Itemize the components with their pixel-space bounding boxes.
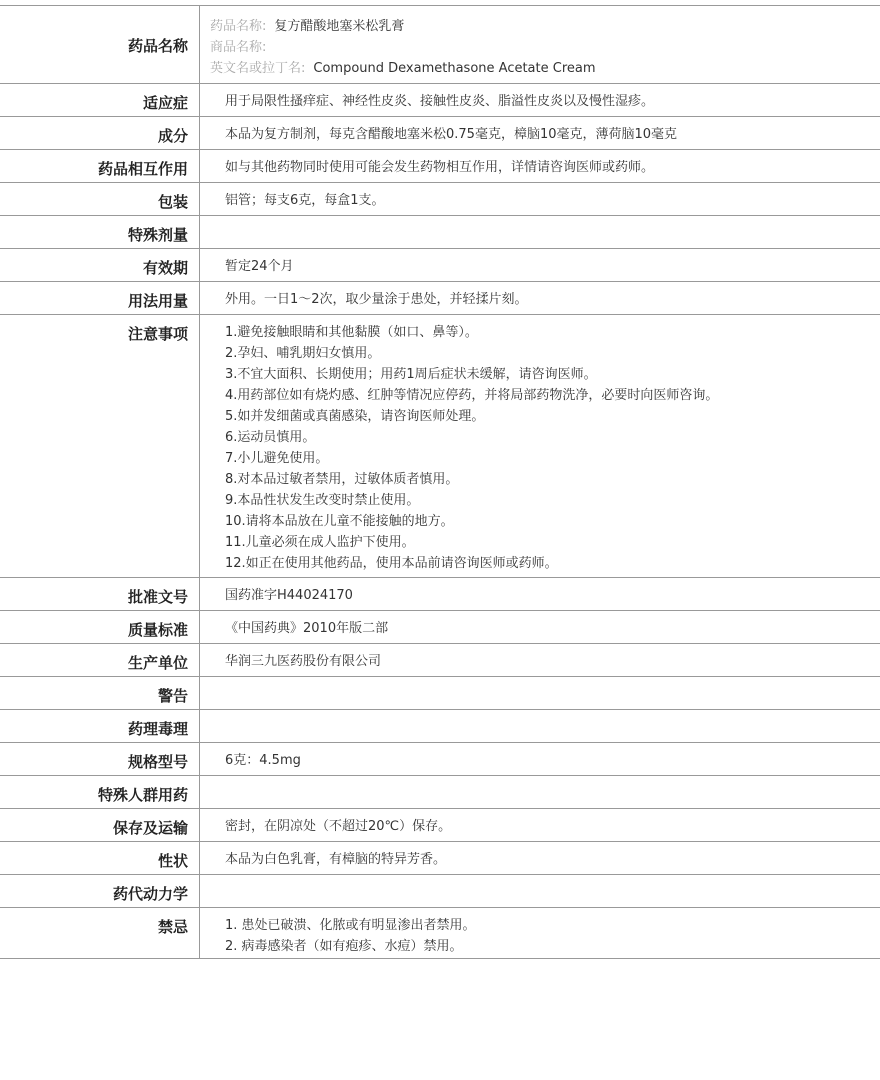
row-value-line: 如与其他药物同时使用可能会发生药物相互作用，详情请咨询医师或药师。: [225, 160, 655, 175]
row-value: [200, 282, 880, 314]
row-value: [200, 84, 880, 116]
row-label: 药品名称: [0, 6, 200, 83]
table-row: [0, 842, 880, 875]
row-value-line: 6克：4.5mg: [225, 753, 301, 768]
row-label: 警告: [0, 677, 200, 709]
row-value-line: 4.用药部位如有烧灼感、红肿等情况应停药，并将局部药物洗净，必要时向医师咨询。: [225, 388, 719, 403]
row-value-line: 2. 病毒感染者（如有疱疹、水痘）禁用。: [225, 939, 463, 954]
row-value: [200, 6, 880, 83]
row-value: [200, 710, 880, 742]
row-value-line: 9.本品性状发生改变时禁止使用。: [225, 493, 420, 508]
table-row: [0, 908, 880, 959]
row-value-line: 10.请将本品放在儿童不能接触的地方。: [225, 514, 454, 529]
row-value: [200, 908, 880, 958]
row-value: [200, 842, 880, 874]
row-label: 药品相互作用: [0, 150, 200, 182]
row-label: 质量标准: [0, 611, 200, 643]
table-row: [0, 315, 880, 578]
table-row: [0, 84, 880, 117]
drug-info-table: [0, 5, 880, 959]
table-row: [0, 117, 880, 150]
row-value-line: 外用。一日1～2次，取少量涂于患处，并轻揉片刻。: [225, 292, 528, 307]
table-row: [0, 776, 880, 809]
table-row: [0, 644, 880, 677]
table-row: [0, 809, 880, 842]
row-value: [200, 216, 880, 248]
table-row: [0, 183, 880, 216]
row-value-line: 5.如并发细菌或真菌感染，请咨询医师处理。: [225, 409, 485, 424]
row-label: 性状: [0, 842, 200, 874]
trade-name-line: [210, 37, 880, 58]
row-value-line: 暂定24个月: [225, 259, 294, 274]
table-row: [0, 150, 880, 183]
row-value-line: 1. 患处已破溃、化脓或有明显渗出者禁用。: [225, 918, 476, 933]
drug-name-line: [210, 16, 880, 37]
table-row: [0, 578, 880, 611]
row-label: 规格型号: [0, 743, 200, 775]
table-row: [0, 710, 880, 743]
row-value: [200, 644, 880, 676]
row-label: 包装: [0, 183, 200, 215]
row-value-line: 7.小儿避免使用。: [225, 451, 329, 466]
table-row: [0, 216, 880, 249]
row-label: 特殊人群用药: [0, 776, 200, 808]
english-name-key: 英文名或拉丁名:: [210, 61, 306, 76]
row-value: [200, 578, 880, 610]
drug-name-value: 复方醋酸地塞米松乳膏: [274, 19, 405, 34]
table-rows: [0, 84, 880, 959]
row-value: [200, 150, 880, 182]
row-label: 药理毒理: [0, 710, 200, 742]
english-name-value: Compound Dexamethasone Acetate Cream: [313, 61, 596, 76]
row-value-line: 本品为白色乳膏，有樟脑的特异芳香。: [225, 852, 447, 867]
row-value-line: 用于局限性搔痒症、神经性皮炎、接触性皮炎、脂溢性皮炎以及慢性湿疹。: [225, 94, 655, 109]
table-row: [0, 249, 880, 282]
row-value-line: 3.不宜大面积、长期使用；用药1周后症状未缓解，请咨询医师。: [225, 367, 597, 382]
row-value-line: 本品为复方制剂，每克含醋酸地塞米松0.75毫克，樟脑10毫克，薄荷脑10毫克: [225, 127, 678, 142]
english-name-line: [210, 58, 880, 79]
row-label: 适应症: [0, 84, 200, 116]
row-value: [200, 249, 880, 281]
row-value-line: 2.孕妇、哺乳期妇女慎用。: [225, 346, 381, 361]
row-label: 用法用量: [0, 282, 200, 314]
row-value: [200, 117, 880, 149]
row-label: 成分: [0, 117, 200, 149]
row-label: 有效期: [0, 249, 200, 281]
row-value: [200, 809, 880, 841]
row-value: [200, 677, 880, 709]
row-value: [200, 875, 880, 907]
drug-name-key: 药品名称:: [210, 19, 267, 34]
row-label: 批准文号: [0, 578, 200, 610]
row-value: [200, 315, 880, 577]
row-value-line: 国药准字H44024170: [225, 588, 353, 603]
row-value-line: 12.如正在使用其他药品，使用本品前请咨询医师或药师。: [225, 556, 558, 571]
row-label: 保存及运输: [0, 809, 200, 841]
row-value: [200, 611, 880, 643]
row-label: 药代动力学: [0, 875, 200, 907]
row-label: 注意事项: [0, 315, 200, 577]
trade-name-key: 商品名称:: [210, 40, 267, 55]
row-value: [200, 183, 880, 215]
row-value-line: 1.避免接触眼睛和其他黏膜（如口、鼻等）。: [225, 325, 478, 340]
row-value-line: 铝管；每支6克，每盒1支。: [225, 193, 385, 208]
row-label: 禁忌: [0, 908, 200, 958]
row-value: [200, 743, 880, 775]
row-label: 生产单位: [0, 644, 200, 676]
table-row-drug-name: [0, 6, 880, 84]
row-value: [200, 776, 880, 808]
row-value-line: 8.对本品过敏者禁用，过敏体质者慎用。: [225, 472, 459, 487]
table-row: [0, 677, 880, 710]
row-value-line: 11.儿童必须在成人监护下使用。: [225, 535, 415, 550]
row-value-line: 6.运动员慎用。: [225, 430, 316, 445]
table-row: [0, 282, 880, 315]
row-value-line: 《中国药典》2010年版二部: [225, 621, 389, 636]
table-row: [0, 743, 880, 776]
table-row: [0, 875, 880, 908]
table-row: [0, 611, 880, 644]
row-value-line: 华润三九医药股份有限公司: [225, 654, 382, 669]
row-value-line: 密封，在阴凉处（不超过20℃）保存。: [225, 819, 452, 834]
row-label: 特殊剂量: [0, 216, 200, 248]
